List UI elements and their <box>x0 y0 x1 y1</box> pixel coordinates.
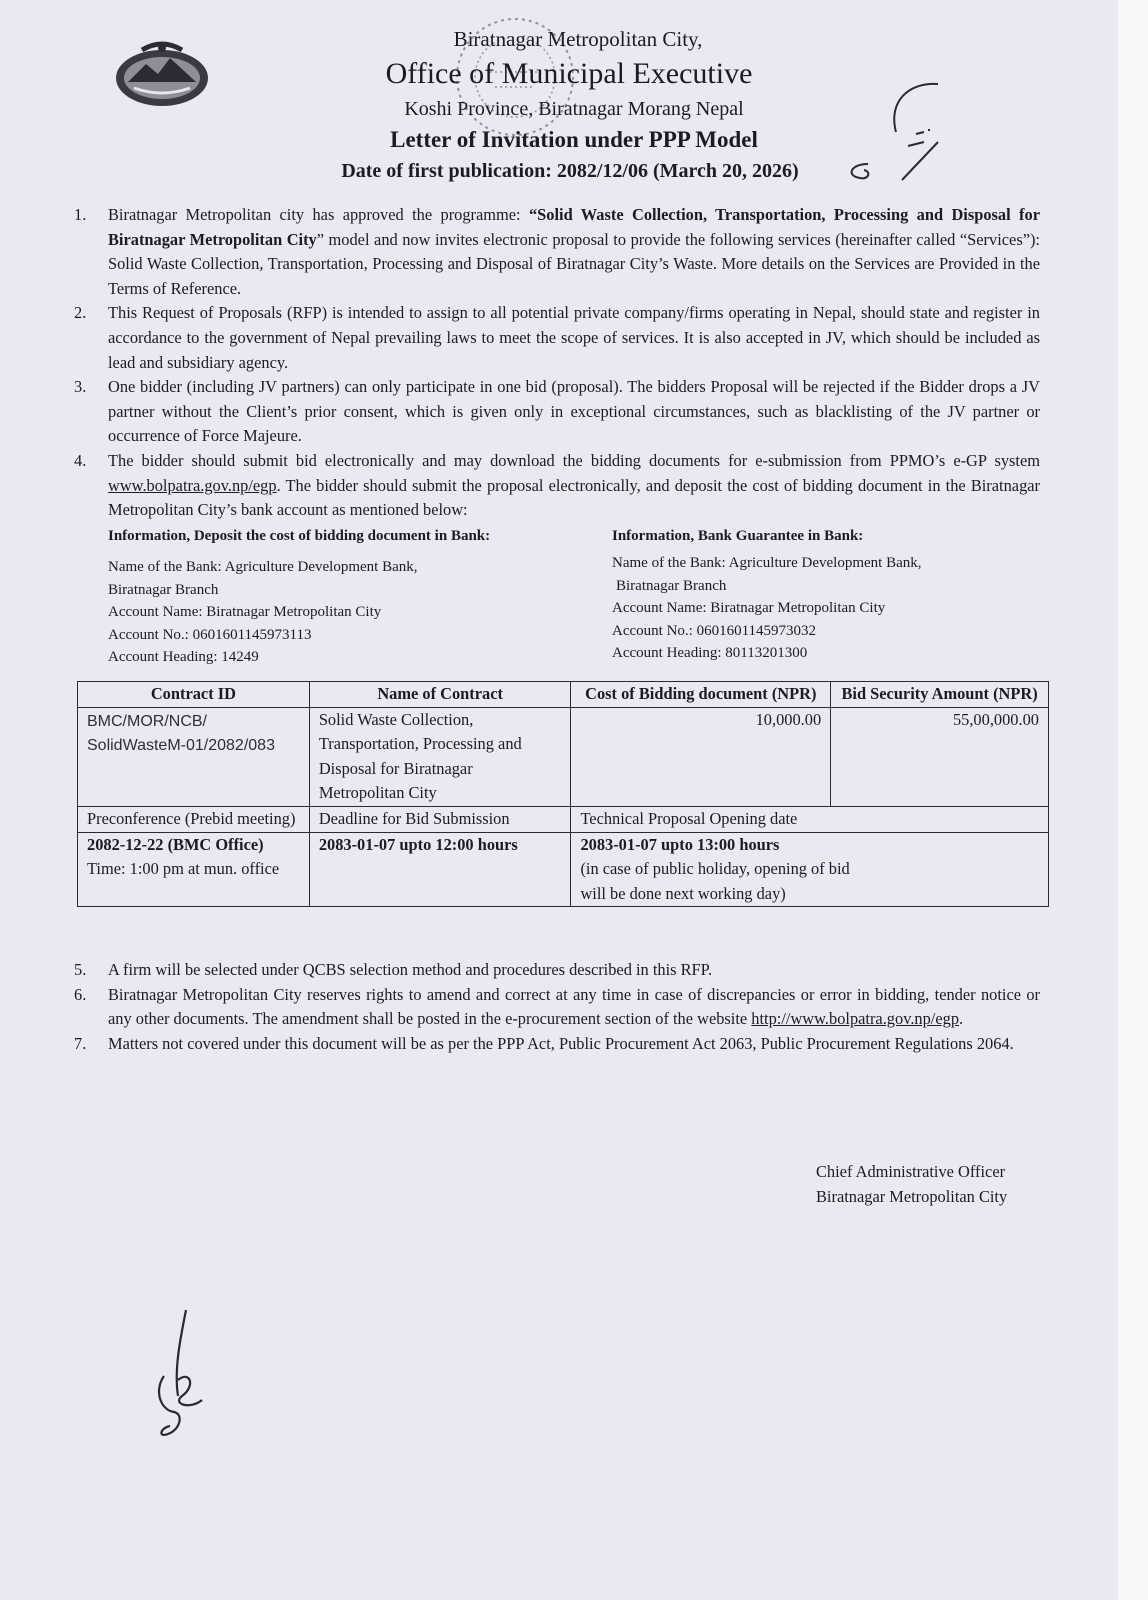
item-text: . The bidder should submit the proposal electronically, and deposit the cost of bidding document in the Biratnagar Metropolitan City’s bank account as mentioned below: <box>108 475 1040 520</box>
item-number: 1. <box>74 205 87 224</box>
item-text: This Request of Proposals (RFP) is intended to assign to all potential private company/firms operating in Nepal, should state and register in accordance to the government of Nepal prevailing laws to meet the scope of services. It is also accepted in JV, which should be included as lead and subsidiary agency. <box>108 303 1040 372</box>
item-text: . <box>959 1009 964 1029</box>
handwritten-signature-icon <box>150 1300 240 1450</box>
bank-deposit-info <box>108 525 490 668</box>
item-number: 3. <box>74 377 87 397</box>
programme-name: “Solid Waste Collection, Transportation, Processing and Disposal for Biratnagar Metropolitan City <box>108 205 1040 249</box>
table-row <box>78 806 1049 832</box>
bank-name: Name of the Bank: Agriculture Development Bank, <box>612 555 922 572</box>
bank-guarantee-info <box>612 525 922 664</box>
contract-id: BMC/MOR/NCB/ SolidWasteM-01/2082/083 <box>78 707 310 806</box>
bank-deposit-heading: Information, Deposit the cost of bidding document in Bank: <box>108 528 491 544</box>
signoff-block <box>816 1160 1007 1209</box>
item-text: Biratnagar Metropolitan City reserves rights to amend and correct at any time in case of discrepancies or error in bidding, tender notice or any other documents. The amendment shall be posted in the e-procurement section of the website <box>108 984 1040 1029</box>
item-text: Biratnagar Metropolitan city has approved the programme: <box>108 205 529 224</box>
item-4 <box>74 449 1040 523</box>
item-text: A firm will be selected under QCBS selection method and procedures described in this RFP. <box>108 960 713 979</box>
account-name: Account Name: Biratnagar Metropolitan City <box>108 604 382 621</box>
item-number: 6. <box>74 984 87 1004</box>
opening-note: (in case of public holiday, opening of bid will be done next working day) <box>580 859 850 903</box>
letterhead <box>0 24 1148 186</box>
contract-table <box>77 681 1049 907</box>
signatory-title: Chief Administrative Officer <box>816 1162 1006 1181</box>
notice-items-after <box>74 958 1040 1056</box>
item-number: 5. <box>74 960 87 979</box>
opening-label: Technical Proposal Opening date <box>571 806 1049 832</box>
account-number: Account No.: 0601601145973032 <box>612 622 817 639</box>
header-bid-security: Bid Security Amount (NPR) <box>831 682 1049 708</box>
office-name: Office of Municipal Executive <box>385 57 753 90</box>
letter-title: Letter of Invitation under PPP Model <box>390 127 758 152</box>
province-line: Koshi Province, Biratnagar Morang Nepal <box>404 98 744 120</box>
item-2 <box>74 301 1040 375</box>
account-heading: Account Heading: 80113201300 <box>612 645 808 662</box>
table-row <box>78 707 1049 806</box>
bidding-cost: 10,000.00 <box>571 707 831 806</box>
item-1 <box>74 203 1040 301</box>
page-edge <box>1118 0 1148 1600</box>
bank-branch: Biratnagar Branch <box>616 577 727 594</box>
item-text: The bidder should submit bid electronically and may download the bidding documents for e-submission from PPMO’s e-GP system <box>108 450 1040 470</box>
bank-guarantee-heading: Information, Bank Guarantee in Bank: <box>612 528 864 544</box>
prebid-cell <box>78 832 310 907</box>
submission-deadline: 2083-01-07 upto 12:00 hours <box>309 832 571 907</box>
contract-name: Solid Waste Collection, Transportation, Processing and Disposal for Biratnagar Metropolitan City <box>309 707 571 806</box>
handwritten-initials-icon <box>838 72 948 192</box>
table-row <box>78 832 1049 907</box>
prebid-time: Time: 1:00 pm at mun. office <box>87 859 280 879</box>
opening-date: 2083-01-07 upto 13:00 hours <box>580 834 780 854</box>
bank-name: Name of the Bank: Agriculture Development Bank, <box>108 559 418 576</box>
item-text: One bidder (including JV partners) can only participate in one bid (proposal). The bidders Proposal will be rejected if the Bidder drops a JV partner without the Client’s prior consent, which is given only in exceptional circumstances, such as blacklisting of the JV partner or occurrence of Force Majeure. <box>108 377 1040 446</box>
city-name: Biratnagar Metropolitan City, <box>453 27 703 51</box>
header-bidding-cost: Cost of Bidding document (NPR) <box>571 682 831 708</box>
prebid-label: Preconference (Prebid meeting) <box>78 806 310 832</box>
item-number: 2. <box>74 303 87 323</box>
egp-link[interactable]: www.bolpatra.gov.np/egp <box>108 475 277 495</box>
bid-security: 55,00,000.00 <box>831 707 1049 806</box>
account-heading: Account Heading: 14249 <box>108 649 259 666</box>
bolpatra-link[interactable]: http://www.bolpatra.gov.np/egp <box>751 1009 960 1029</box>
opening-cell <box>571 832 1049 907</box>
item-number: 4. <box>74 450 87 470</box>
item-text: ” model and now invites electronic proposal to provide the following services (hereinafter called “Services”): Solid Waste Collection, Transportation, Processing and Disposal of Biratnagar City’s Waste. More details on the Services are Provided in the Terms of Reference. <box>108 229 1040 298</box>
account-number: Account No.: 0601601145973113 <box>108 626 312 643</box>
item-6 <box>74 983 1040 1032</box>
publication-date: Date of first publication: 2082/12/06 (March 20, 2026) <box>341 160 799 182</box>
item-text: Matters not covered under this document will be as per the PPP Act, Public Procurement Act 2063, Public Procurement Regulations 2064. <box>108 1033 1014 1053</box>
notice-items <box>74 203 1040 523</box>
account-name: Account Name: Biratnagar Metropolitan City <box>612 600 886 617</box>
bank-branch: Biratnagar Branch <box>108 581 219 598</box>
header-contract-id: Contract ID <box>78 682 310 708</box>
table-header-row <box>78 682 1049 708</box>
item-7 <box>74 1032 1040 1057</box>
item-5 <box>74 958 1040 983</box>
item-number: 7. <box>74 1033 87 1053</box>
item-3 <box>74 375 1040 449</box>
header-contract-name: Name of Contract <box>309 682 571 708</box>
deadline-label: Deadline for Bid Submission <box>309 806 571 832</box>
prebid-date: 2082-12-22 (BMC Office) <box>87 834 264 854</box>
signatory-org: Biratnagar Metropolitan City <box>816 1186 1008 1206</box>
